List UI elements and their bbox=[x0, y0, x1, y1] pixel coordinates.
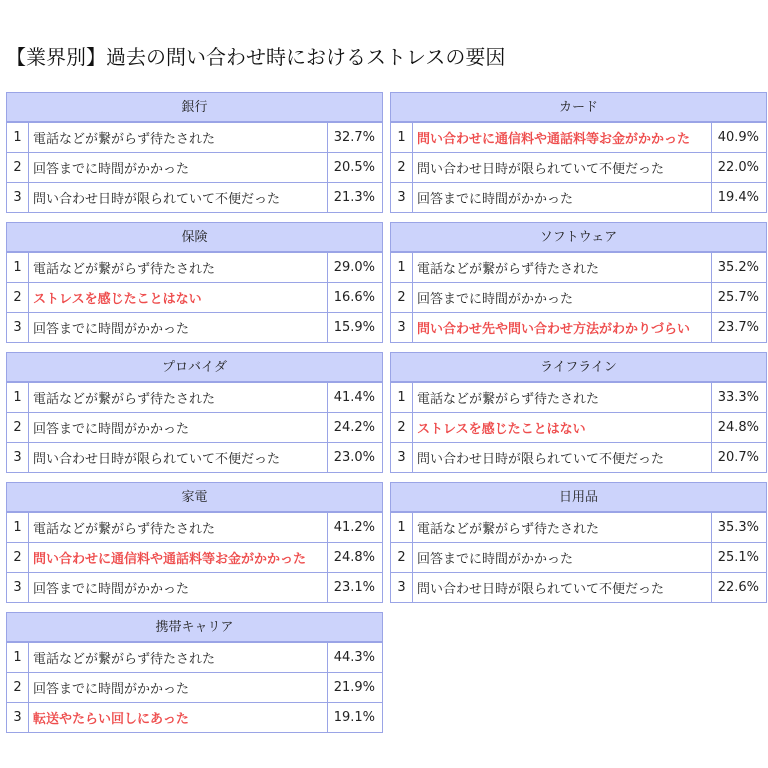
reason-text: 電話などが繋がらず待たされた bbox=[29, 383, 328, 413]
reason-text: ストレスを感じたことはない bbox=[413, 413, 712, 443]
ranking-table bbox=[6, 642, 383, 733]
panel-header: ソフトウェア bbox=[390, 222, 767, 252]
table-row bbox=[391, 253, 767, 283]
rank-number: 2 bbox=[7, 673, 29, 703]
reason-text: 回答までに時間がかかった bbox=[29, 153, 328, 183]
percentage: 21.9% bbox=[328, 673, 383, 703]
panel-header: 家電 bbox=[6, 482, 383, 512]
table-row bbox=[391, 573, 767, 603]
industry-panel-insurance bbox=[6, 222, 383, 343]
reason-text: 回答までに時間がかかった bbox=[29, 313, 328, 343]
percentage: 40.9% bbox=[712, 123, 767, 153]
industry-panel-daily-goods bbox=[390, 482, 767, 603]
rank-number: 2 bbox=[7, 283, 29, 313]
percentage: 44.3% bbox=[328, 643, 383, 673]
panel-header: ライフライン bbox=[390, 352, 767, 382]
table-row bbox=[7, 153, 383, 183]
rank-number: 1 bbox=[391, 513, 413, 543]
ranking-table bbox=[6, 122, 383, 213]
rank-number: 3 bbox=[7, 313, 29, 343]
percentage: 23.7% bbox=[712, 313, 767, 343]
percentage: 22.6% bbox=[712, 573, 767, 603]
table-row bbox=[391, 283, 767, 313]
table-row bbox=[7, 283, 383, 313]
percentage: 33.3% bbox=[712, 383, 767, 413]
rank-number: 2 bbox=[7, 543, 29, 573]
reason-text: 問い合わせ日時が限られていて不便だった bbox=[413, 573, 712, 603]
table-row bbox=[7, 513, 383, 543]
reason-text: 電話などが繋がらず待たされた bbox=[29, 513, 328, 543]
rank-number: 3 bbox=[391, 183, 413, 213]
table-row bbox=[7, 383, 383, 413]
rank-number: 3 bbox=[391, 313, 413, 343]
percentage: 22.0% bbox=[712, 153, 767, 183]
reason-text: 電話などが繋がらず待たされた bbox=[413, 513, 712, 543]
table-row bbox=[7, 253, 383, 283]
rank-number: 1 bbox=[7, 123, 29, 153]
percentage: 25.7% bbox=[712, 283, 767, 313]
table-row bbox=[391, 123, 767, 153]
reason-text: 回答までに時間がかかった bbox=[29, 673, 328, 703]
rank-number: 3 bbox=[7, 183, 29, 213]
industry-panel-bank bbox=[6, 92, 383, 213]
reason-text: 電話などが繋がらず待たされた bbox=[413, 253, 712, 283]
table-row bbox=[7, 543, 383, 573]
ranking-table bbox=[6, 382, 383, 473]
rank-number: 1 bbox=[391, 253, 413, 283]
panel-header: 携帯キャリア bbox=[6, 612, 383, 642]
rank-number: 1 bbox=[7, 643, 29, 673]
table-row bbox=[7, 123, 383, 153]
table-row bbox=[7, 443, 383, 473]
ranking-table bbox=[6, 512, 383, 603]
table-row bbox=[391, 543, 767, 573]
table-row bbox=[7, 183, 383, 213]
reason-text: 問い合わせ日時が限られていて不便だった bbox=[29, 183, 328, 213]
rank-number: 1 bbox=[391, 123, 413, 153]
reason-text: 電話などが繋がらず待たされた bbox=[29, 253, 328, 283]
rank-number: 2 bbox=[7, 153, 29, 183]
industry-panel-appliances bbox=[6, 482, 383, 603]
table-row bbox=[391, 313, 767, 343]
percentage: 19.4% bbox=[712, 183, 767, 213]
industry-panel-provider bbox=[6, 352, 383, 473]
percentage: 35.3% bbox=[712, 513, 767, 543]
ranking-table bbox=[390, 122, 767, 213]
reason-text: 回答までに時間がかかった bbox=[29, 573, 328, 603]
percentage: 19.1% bbox=[328, 703, 383, 733]
reason-text: 問い合わせ日時が限られていて不便だった bbox=[413, 153, 712, 183]
rank-number: 1 bbox=[391, 383, 413, 413]
reason-text: 問い合わせ日時が限られていて不便だった bbox=[29, 443, 328, 473]
panel-header: 保険 bbox=[6, 222, 383, 252]
rank-number: 1 bbox=[7, 253, 29, 283]
percentage: 41.2% bbox=[328, 513, 383, 543]
industry-panel-mobile-carrier bbox=[6, 612, 383, 733]
panel-header: 銀行 bbox=[6, 92, 383, 122]
percentage: 23.0% bbox=[328, 443, 383, 473]
ranking-table bbox=[390, 382, 767, 473]
percentage: 24.8% bbox=[712, 413, 767, 443]
reason-text: 電話などが繋がらず待たされた bbox=[413, 383, 712, 413]
table-row bbox=[391, 153, 767, 183]
industry-panel-card bbox=[390, 92, 767, 213]
rank-number: 2 bbox=[391, 283, 413, 313]
percentage: 21.3% bbox=[328, 183, 383, 213]
reason-text: ストレスを感じたことはない bbox=[29, 283, 328, 313]
table-row bbox=[391, 183, 767, 213]
reason-text: 回答までに時間がかかった bbox=[413, 183, 712, 213]
reason-text: 問い合わせ先や問い合わせ方法がわかりづらい bbox=[413, 313, 712, 343]
table-row bbox=[391, 513, 767, 543]
rank-number: 2 bbox=[391, 543, 413, 573]
rank-number: 1 bbox=[7, 383, 29, 413]
table-row bbox=[7, 573, 383, 603]
rank-number: 1 bbox=[7, 513, 29, 543]
percentage: 29.0% bbox=[328, 253, 383, 283]
page-title: 【業界別】過去の問い合わせ時におけるストレスの要因 bbox=[6, 45, 506, 69]
reason-text: 回答までに時間がかかった bbox=[413, 543, 712, 573]
percentage: 32.7% bbox=[328, 123, 383, 153]
rank-number: 2 bbox=[391, 413, 413, 443]
industry-panel-lifeline bbox=[390, 352, 767, 473]
percentage: 23.1% bbox=[328, 573, 383, 603]
panel-header: カード bbox=[390, 92, 767, 122]
rank-number: 3 bbox=[7, 443, 29, 473]
percentage: 24.2% bbox=[328, 413, 383, 443]
ranking-table bbox=[390, 512, 767, 603]
panel-header: 日用品 bbox=[390, 482, 767, 512]
rank-number: 3 bbox=[7, 703, 29, 733]
table-row bbox=[7, 413, 383, 443]
panel-header: プロバイダ bbox=[6, 352, 383, 382]
reason-text: 電話などが繋がらず待たされた bbox=[29, 123, 328, 153]
percentage: 35.2% bbox=[712, 253, 767, 283]
percentage: 16.6% bbox=[328, 283, 383, 313]
rank-number: 3 bbox=[391, 573, 413, 603]
reason-text: 問い合わせに通信料や通話料等お金がかかった bbox=[413, 123, 712, 153]
table-row bbox=[391, 443, 767, 473]
table-row bbox=[7, 313, 383, 343]
rank-number: 3 bbox=[7, 573, 29, 603]
reason-text: 回答までに時間がかかった bbox=[413, 283, 712, 313]
percentage: 41.4% bbox=[328, 383, 383, 413]
reason-text: 問い合わせに通信料や通話料等お金がかかった bbox=[29, 543, 328, 573]
reason-text: 転送やたらい回しにあった bbox=[29, 703, 328, 733]
percentage: 20.7% bbox=[712, 443, 767, 473]
reason-text: 回答までに時間がかかった bbox=[29, 413, 328, 443]
ranking-table bbox=[390, 252, 767, 343]
percentage: 20.5% bbox=[328, 153, 383, 183]
table-row bbox=[7, 703, 383, 733]
table-row bbox=[391, 383, 767, 413]
table-row bbox=[391, 413, 767, 443]
percentage: 15.9% bbox=[328, 313, 383, 343]
industry-panel-software bbox=[390, 222, 767, 343]
rank-number: 2 bbox=[391, 153, 413, 183]
rank-number: 2 bbox=[7, 413, 29, 443]
percentage: 25.1% bbox=[712, 543, 767, 573]
reason-text: 電話などが繋がらず待たされた bbox=[29, 643, 328, 673]
percentage: 24.8% bbox=[328, 543, 383, 573]
ranking-table bbox=[6, 252, 383, 343]
reason-text: 問い合わせ日時が限られていて不便だった bbox=[413, 443, 712, 473]
rank-number: 3 bbox=[391, 443, 413, 473]
table-row bbox=[7, 643, 383, 673]
table-row bbox=[7, 673, 383, 703]
